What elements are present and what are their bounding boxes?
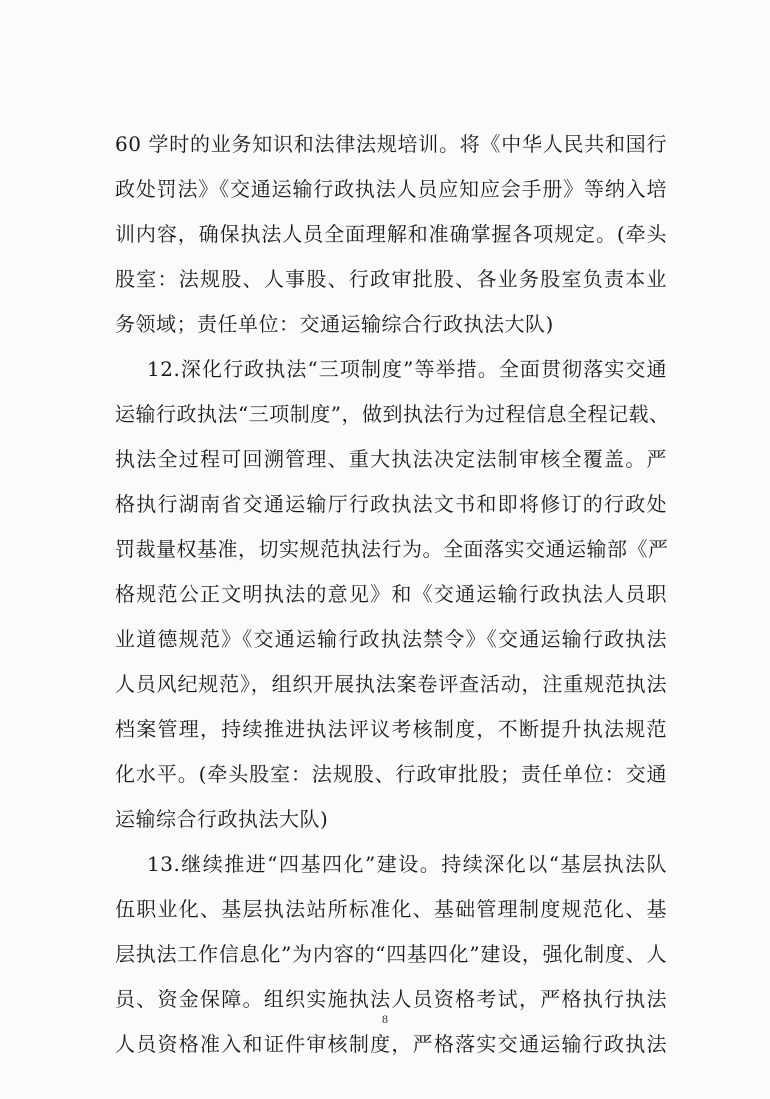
text-line: 人员风纪规范》，组织开展执法案卷评查活动，注重规范执法 xyxy=(115,672,667,696)
text-line: 运输行政执法“三项制度”，做到执法行为过程信息全程记载、 xyxy=(115,402,670,426)
text-line: 罚裁量权基准，切实规范执法行为。全面落实交通运输部《严 xyxy=(115,537,669,561)
text-line: 格执行湖南省交通运输厅行政执法文书和即将修订的行政处 xyxy=(115,492,667,516)
text-line: 化水平。(牵头股室：法规股、行政审批股；责任单位：交通 xyxy=(115,762,667,786)
text-line: 运输综合行政执法大队) xyxy=(115,807,329,831)
text-line: 60 学时的业务知识和法律法规培训。将《中华人民共和国行 xyxy=(115,132,667,156)
text-line: 执法全过程可回溯管理、重大执法决定法制审核全覆盖。严 xyxy=(115,447,667,471)
text-line: 13.继续推进“四基四化”建设。持续深化以“基层执法队 xyxy=(147,852,667,876)
text-line: 档案管理，持续推进执法评议考核制度，不断提升执法规范 xyxy=(115,717,667,741)
text-line: 员、资金保障。组织实施执法人员资格考试，严格执行执法 xyxy=(115,987,667,1011)
text-line: 格规范公正文明执法的意见》和《交通运输行政执法人员职 xyxy=(115,582,667,606)
text-line: 务领域；责任单位：交通运输综合行政执法大队) xyxy=(115,312,554,336)
page-number: 8 xyxy=(382,1012,388,1026)
text-line: 训内容，确保执法人员全面理解和准确掌握各项规定。(牵头 xyxy=(115,222,667,246)
body-text xyxy=(115,122,670,1067)
text-line: 业道德规范》《交通运输行政执法禁令》《交通运输行政执法 xyxy=(115,627,667,651)
text-line: 层执法工作信息化”为内容的“四基四化”建设，强化制度、人 xyxy=(115,942,667,966)
text-line: 人员资格准入和证件审核制度，严格落实交通运输行政执法 xyxy=(115,1032,667,1056)
text-line: 伍职业化、基层执法站所标准化、基础管理制度规范化、基 xyxy=(115,897,667,921)
text-line: 政处罚法》《交通运输行政执法人员应知应会手册》等纳入培 xyxy=(115,177,667,201)
text-line: 12.深化行政执法“三项制度”等举措。全面贯彻落实交通 xyxy=(147,357,667,381)
text-line: 股室：法规股、人事股、行政审批股、各业务股室负责本业 xyxy=(115,267,667,291)
